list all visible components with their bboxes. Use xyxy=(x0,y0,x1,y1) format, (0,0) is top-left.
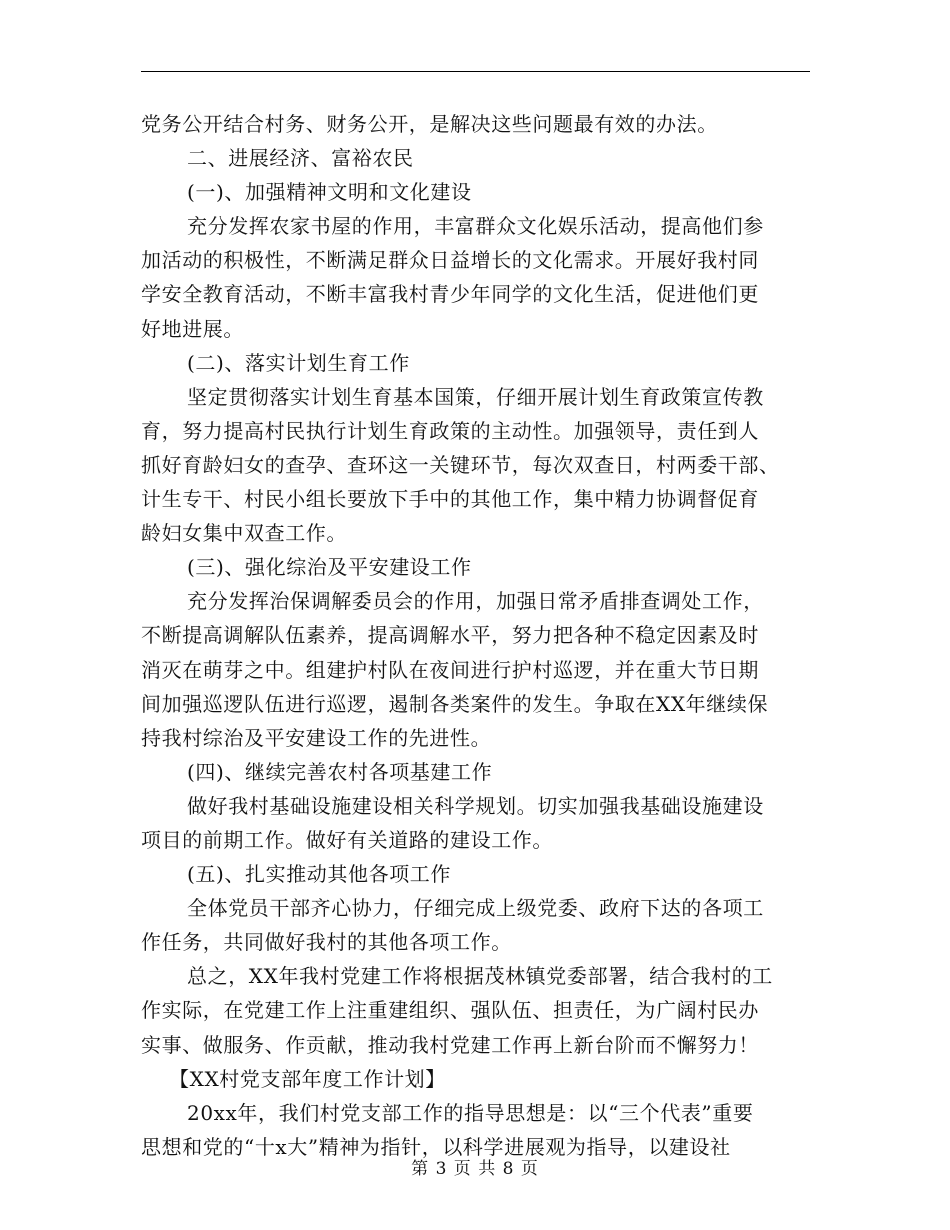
text-line: (二)、落实计划生育工作 xyxy=(187,350,410,375)
text-line: 抓好育龄妇女的查孕、查环这一关键环节，每次双查日，村两委干部、 xyxy=(141,452,780,477)
header-rule xyxy=(141,71,810,72)
text-line: (四)、继续完善农村各项基建工作 xyxy=(187,759,493,784)
text-line: (五)、扎实推动其他各项工作 xyxy=(187,862,452,887)
text-line: 20xx年，我们村党支部工作的指导思想是：以“三个代表”重要 xyxy=(187,1100,754,1125)
text-line: 龄妇女集中双查工作。 xyxy=(141,521,347,546)
text-line: 充分发挥农家书屋的作用，丰富群众文化娱乐活动，提高他们参 xyxy=(187,214,764,239)
text-line: 【XX村党支部年度工作计划】 xyxy=(169,1066,446,1091)
text-line: 好地进展。 xyxy=(141,316,244,341)
text-line: 党务公开结合村务、财务公开，是解决这些问题最有效的办法。 xyxy=(141,112,718,136)
text-line: (三)、强化综治及平安建设工作 xyxy=(187,555,472,580)
text-line: 实事、做服务、作贡献，推动我村党建工作再上新台阶而不懈努力！ xyxy=(141,1032,759,1057)
text-line: 加活动的积极性，不断满足群众日益增长的文化需求。开展好我村同 xyxy=(141,248,759,273)
text-line: 坚定贯彻落实计划生育基本国策，仔细开展计划生育政策宣传教 xyxy=(187,384,764,409)
text-line: 思想和党的“十x大”精神为指针，以科学进展观为指导，以建设社 xyxy=(141,1134,731,1159)
text-line: 不断提高调解队伍素养，提高调解水平，努力把各种不稳定因素及时 xyxy=(141,623,759,648)
page-number-footer: 第 3 页 共 8 页 xyxy=(411,1159,539,1179)
text-line: (一)、加强精神文明和文化建设 xyxy=(187,180,472,205)
text-line: 计生专干、村民小组长要放下手中的其他工作，集中精力协调督促育 xyxy=(141,487,759,512)
text-line: 作任务，共同做好我村的其他各项工作。 xyxy=(141,930,512,955)
text-line: 项目的前期工作。做好有关道路的建设工作。 xyxy=(141,827,553,852)
text-line: 充分发挥治保调解委员会的作用，加强日常矛盾排查调处工作， xyxy=(187,589,764,614)
text-line: 间加强巡逻队伍进行巡逻，遏制各类案件的发生。争取在XX年继续保 xyxy=(141,691,769,716)
text-line: 消灭在萌芽之中。组建护村队在夜间进行护村巡逻，并在重大节日期 xyxy=(141,657,759,682)
document-body xyxy=(141,107,817,1164)
text-line: 二、进展经济、富裕农民 xyxy=(187,146,414,171)
text-line: 作实际，在党建工作上注重建组织、强队伍、担责任，为广阔村民办 xyxy=(141,998,759,1023)
text-line: 做好我村基础设施建设相关科学规划。切实加强我基础设施建设 xyxy=(187,793,764,818)
text-line: 持我村综治及平安建设工作的先进性。 xyxy=(141,725,492,750)
text-line: 总之，XX年我村党建工作将根据茂林镇党委部署，结合我村的工 xyxy=(187,964,773,989)
text-line: 育，努力提高村民执行计划生育政策的主动性。加强领导，责任到人 xyxy=(141,418,759,443)
text-line: 全体党员干部齐心协力，仔细完成上级党委、政府下达的各项工 xyxy=(187,896,764,921)
text-line: 学安全教育活动，不断丰富我村青少年同学的文化生活，促进他们更 xyxy=(141,282,759,307)
